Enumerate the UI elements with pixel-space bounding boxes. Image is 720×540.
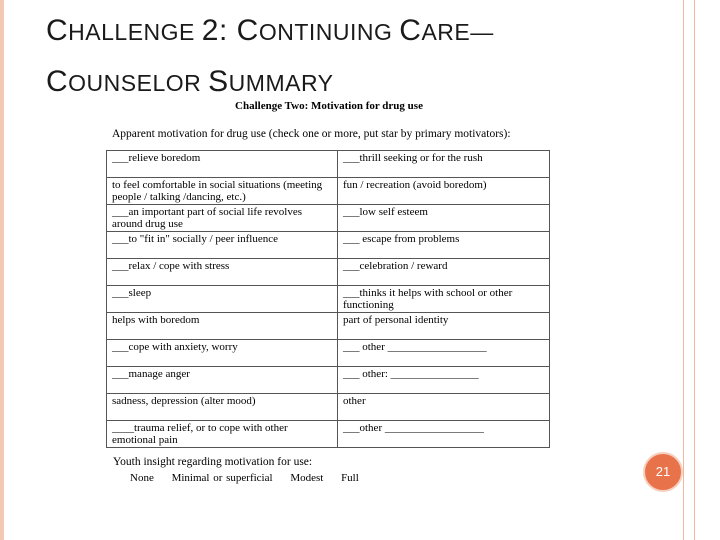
motivation-option-right: ___thrill seeking or for the rush [338,151,550,178]
motivation-option-right: other [338,394,550,421]
table-row [107,394,550,421]
table-row [107,340,550,367]
motivation-option-right: fun / recreation (avoid boredom) [338,178,550,205]
insight-level-none: None [130,472,154,484]
motivation-option-left: ___relax / cope with stress [107,259,338,286]
insight-level-full: Full [341,472,359,484]
table-row [107,367,550,394]
left-border-stripe [0,0,4,540]
youth-insight-label: Youth insight regarding motivation for use: [113,456,313,468]
motivation-option-left: ___to "fit in" socially / peer influence [107,232,338,259]
slide-title-line-2: COUNSELOR SUMMARY [46,65,334,98]
embedded-worksheet [106,100,552,484]
table-row [107,232,550,259]
motivation-option-right: ___ other __________________ [338,340,550,367]
motivation-option-right: ___thinks it helps with school or other functioning [338,286,550,313]
slide-title-line-1: CHALLENGE 2: CONTINUING CARE— [46,14,494,47]
motivation-option-right: ___ other: ________________ [338,367,550,394]
table-row [107,313,550,340]
table-row [107,205,550,232]
table-row [107,286,550,313]
motivation-option-left: helps with boredom [107,313,338,340]
right-border-stripe [683,0,695,540]
slide-title [46,8,666,110]
insight-level-modest: Modest [290,472,324,484]
motivation-option-left: ___relieve boredom [107,151,338,178]
table-row [107,259,550,286]
table-row [107,151,550,178]
motivation-option-right: ___celebration / reward [338,259,550,286]
motivation-option-right: ___ escape from problems [338,232,550,259]
motivation-option-right: ___low self esteem [338,205,550,232]
worksheet-title: Challenge Two: Motivation for drug use [235,100,423,112]
motivation-option-left: sadness, depression (alter mood) [107,394,338,421]
motivation-option-left: ___manage anger [107,367,338,394]
page-number-badge: 21 [643,452,683,492]
motivation-option-left: ___sleep [107,286,338,313]
table-row [107,178,550,205]
motivation-option-left: ____trauma relief, or to cope with other emotional pain [107,421,338,448]
motivation-option-right: ___other __________________ [338,421,550,448]
insight-level-minimal: Minimal or superficial [171,472,273,484]
motivation-option-left: to feel comfortable in social situations (meeting people / talking /dancing, etc.) [107,178,338,205]
motivation-option-right: part of personal identity [338,313,550,340]
table-row [107,421,550,448]
insight-levels [130,472,552,484]
worksheet-instruction: Apparent motivation for drug use (check one or more, put star by primary motivators): [112,128,511,140]
motivation-option-left: ___an important part of social life revolves around drug use [107,205,338,232]
motivation-table [106,150,550,448]
motivation-option-left: ___cope with anxiety, worry [107,340,338,367]
